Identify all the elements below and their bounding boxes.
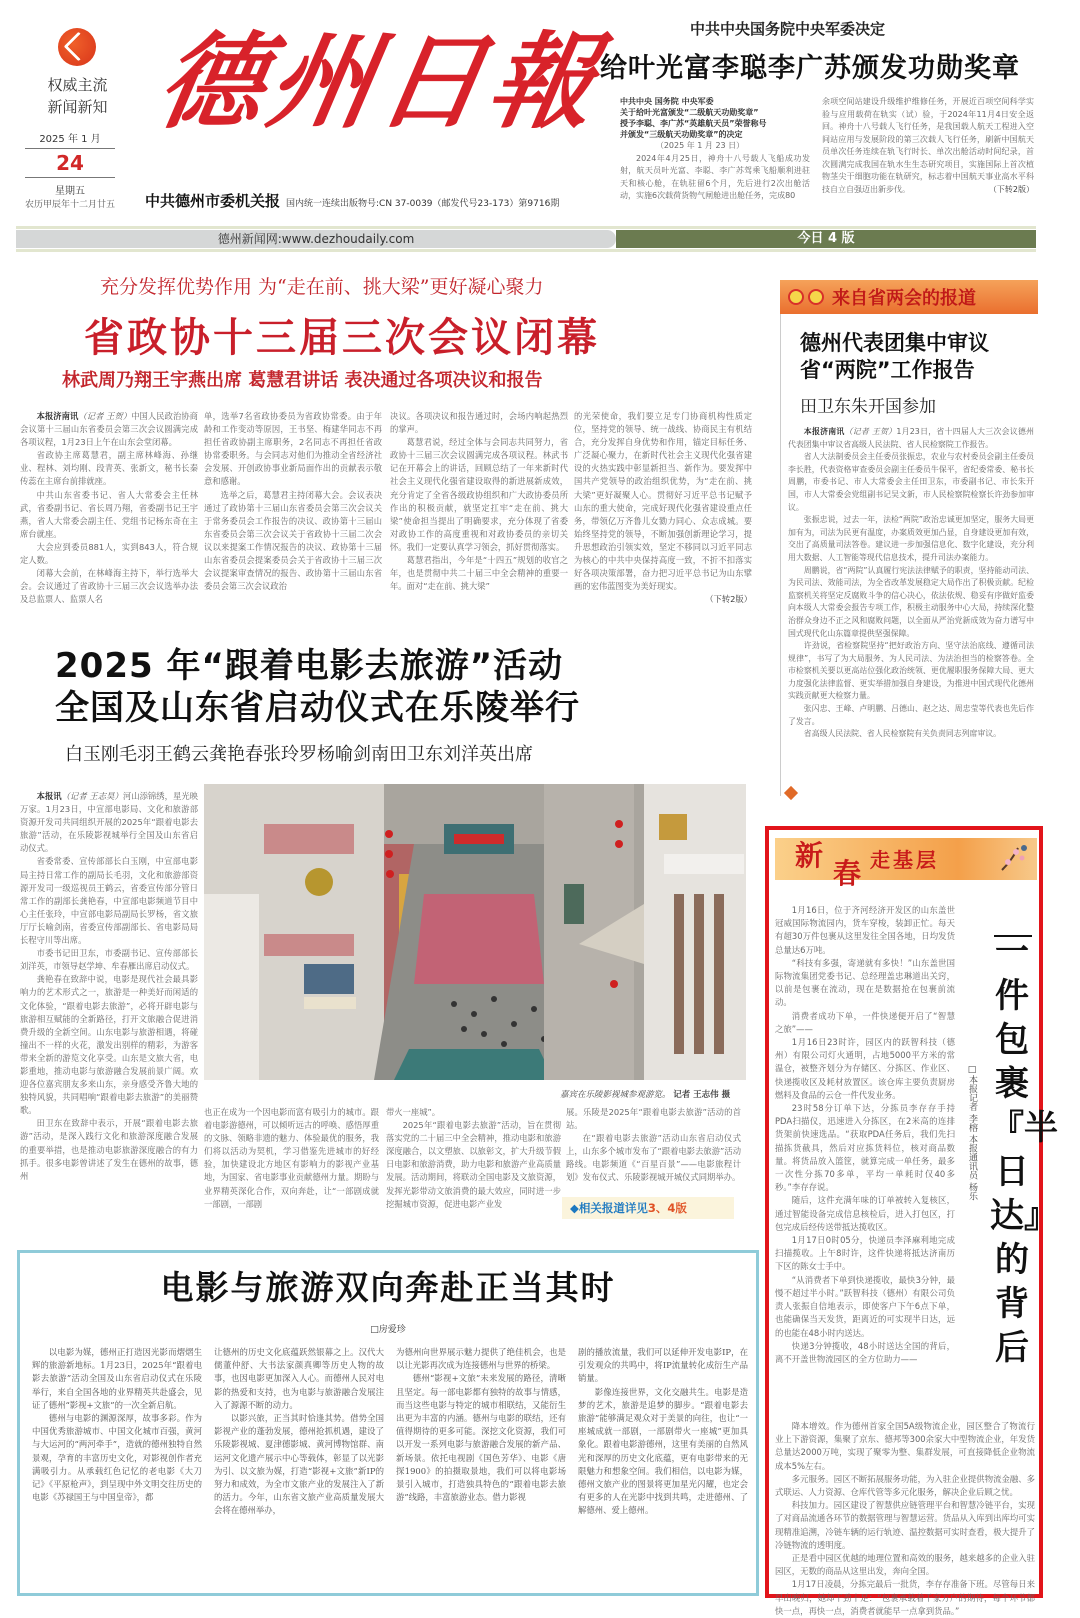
pages-today: 今日 4 版 bbox=[616, 230, 1036, 248]
headline-line: 2025 年“跟着电影去旅游”活动 bbox=[55, 646, 564, 686]
banner-grassroots: 走基层 bbox=[870, 848, 939, 872]
commentary-title[interactable]: 电影与旅游双向奔赴正当其时 bbox=[160, 1268, 616, 1307]
commentary-column-2 bbox=[214, 1346, 384, 1518]
paragraph: 展。乐陵是2025年“跟着电影去旅游”活动的首站。 bbox=[566, 1107, 741, 1131]
paragraph: 单，选举7名省政协委员为省政协常委。由于年龄和工作变动等原因，王书坚、梅建华同志不再担任省政协副主席职务，2名同志不再担任省政协常委职务。与会同志对他们为推动全省经济社会发展、开创政协事业新局面作出的贡献表示敬意和感谢。 bbox=[204, 411, 382, 487]
paragraph: 省政协主席葛慧君，副主席林峰海、孙继业、程林、刘均刚、段青英、张新文，秘书长秦传蕊在主席台前排就座。 bbox=[20, 450, 198, 487]
paragraph: 也正在成为一个因电影而富有吸引力的城市。跟着电影游德州，可以倾听远古的呼唤、感悟厚重的文脉、领略非遗的魅力、体验最优的服务，我们将以活动为契机，学习借鉴先进城市的好经验，加快建设北方地区有影响力的影视产业基地，为国家、省电影事业贡献德州力量。期盼与业界精英深化合作，双向奔赴，让“一部剧成就一部剧，一部剧 bbox=[204, 1107, 379, 1209]
paragraph: 大会应到委员881人，实到843人，符合规定人数。 bbox=[20, 541, 198, 566]
paragraph: 科技加力。园区建设了智慧供应链管理平台和智慧冷链平台，实现了对商品流通各环节的数据管理与智慧运营。货品从入库到出库均可实现精准追溯，冷链车辆的运行轨迹、温控数据可实时查看，极大提升了冷链物流的透明度。 bbox=[775, 1500, 1035, 1550]
lead-kicker: 充分发挥优势作用 为“走在前、挑大梁”更好凝心聚力 bbox=[100, 276, 544, 298]
decision-date: （2025 年 1 月 23 日） bbox=[655, 141, 745, 150]
slogan bbox=[30, 74, 125, 118]
lunar-date: 农历甲辰年十二月廿五 bbox=[25, 200, 116, 210]
paragraph: “从消费者下单到快递揽收，最快3分钟，最慢不超过半小时。”跃智科技（德州）有限公司负责人张振自信地表示，即使客户下午6点下单，也能确保当天发货，距离近的可实现半日达，远的也能在48小时内送达。 bbox=[775, 1274, 955, 1338]
paragraph: 的光荣使命，我们要立足专门协商机构性质定位，坚持党的领导、统一战线、协商民主有机结合，充分发挥自身优势和作用，锚定目标任务、广泛凝心聚力，在新时代社会主义现代化强省建设的火热实践中彰显新担当、新作为。要发挥中国共产党领导的政治组织优势，为“走在前、挑大梁”更好凝聚人心。贯彻好习近平总书记赋予山东的重大使命，完成好现代化强省建设重点任务，带领亿万齐鲁儿女勠力同心、众志成城。要始终坚持党的领导，不断加强创新理论学习，提升思想政治引领实效，坚定不移同以习近平同志为核心的中共中央保持高度一致，不折不扣落实好各项决策部署，奋力把习近平总书记为山东擘画的宏伟蓝图变为美好现实。 bbox=[574, 411, 752, 592]
newspaper-logo-icon bbox=[58, 28, 96, 66]
top-story-body: 余项空间站建设升级维护维修任务，开展近百项空间科学实验与应用载荷在轨实（试）验，于2024年11月4日安全返回。神舟十八号载人飞行任务，是我国载人航天工程进入空间站应用与发展阶段的第三次载人飞行任务，刷新中国航天员单次任务连续在轨飞行时长、单次出舱活动时间纪录，首次圆满完成我国在轨水生生态研究项目，实施国际上首次植物茎尖干细胞功能在轨研究，标志着中国航天事业高水平科技自立自强迈出新步伐。 bbox=[822, 97, 1034, 194]
film-bottom-column-1 bbox=[204, 1106, 379, 1211]
reporter: （记者 王贺） bbox=[78, 411, 132, 421]
photo-credit: 记者 王志伟 摄 bbox=[673, 1090, 731, 1100]
top-story-headline[interactable]: 给叶光富李聪李广苏颁发功勋奖章 bbox=[600, 53, 1020, 84]
publisher-line bbox=[145, 190, 559, 211]
headline-line: 德州代表团集中审议 bbox=[800, 331, 989, 355]
paragraph: 消费者成功下单，一件快递便开启了“智慧之旅”—— bbox=[775, 1010, 955, 1034]
paragraph: 2025年“跟着电影去旅游”活动，旨在贯彻落实党的二十届三中全会精神，推动电影和旅游深度融合，以文塑旅、以旅彰文，扩大升级节假日电影和旅游消费，助力电影和旅游产业高质量发展。活动期间，将联动全国电影及文旅资源，发挥光影带动文旅消费的最大效应，同时进一步挖掘城市资源，促进电影产业发 bbox=[386, 1120, 561, 1209]
related-label: ◆相关报道详见 bbox=[570, 1201, 648, 1215]
spring-feature-title[interactable]: 一件包裹『半日达』的背后 bbox=[990, 932, 1058, 1368]
two-sessions-banner bbox=[780, 280, 1038, 314]
film-story-subhead: 白玉刚毛羽王鹤云龚艳春张玲罗杨喻剑南田卫东刘洋英出席 bbox=[65, 744, 533, 765]
paragraph: 正是看中园区优越的地理位置和高效的服务，越来越多的企业入驻园区，无数的商品从这里出发，奔向全国。 bbox=[775, 1553, 1035, 1577]
url-band bbox=[16, 226, 1036, 252]
slogan-line-1: 权威主流 bbox=[47, 76, 108, 94]
lead-column-2 bbox=[204, 410, 382, 593]
paragraph: “科技有多强，寄递就有多快！”山东盖世国际物流集团党委书记、总经理盖忠琳道出关窍，以前是包裹在流动，现在是数据抢在包裹前流动。 bbox=[775, 957, 955, 1008]
slogan-line-2: 新闻新知 bbox=[47, 98, 108, 116]
newspaper-title: 德州日報 bbox=[149, 20, 611, 143]
website-link[interactable]: 德州新闻网:www.dezhoudaily.com bbox=[16, 230, 616, 248]
publication-number: 国内统一连续出版物号:CN 37-0039（邮发代号23-173）第9716期 bbox=[286, 199, 560, 209]
film-bottom-column-3 bbox=[566, 1106, 741, 1185]
side-report-subhead: 田卫东朱开国参加 bbox=[800, 397, 936, 417]
lead-column-4 bbox=[574, 410, 752, 606]
paragraph: 以影兴旅，正当其时恰逢其势。借势全国影视产业的蓬勃发展，德州抢抓机遇，建设了乐陵影视城、夏津德影城、黄河博物馆群、南运河文化遗产展示中心等载体，彰显了以光影为引、以文旅为媒，打造“影视+文旅”新IP的努力和成效，为全市文旅产业的发展注入了新的活力。今年，山东省文旅产业高质量发展大会将在德州举办， bbox=[214, 1413, 384, 1516]
cppcc-emblem-icon bbox=[808, 289, 824, 305]
paragraph: 闭幕大会前，在林峰海主持下，举行选举大会。会议通过了省政协十三届三次会议选举办法及总监票人、监票人名 bbox=[20, 568, 198, 605]
dateline: 本报讯 bbox=[36, 791, 62, 801]
paragraph: 河山添锦绣，星光映万家。1月23日，中宣部电影局、文化和旅游部资源开发司共同组织开展的2025年“跟着电影去旅游”活动，在乐陵影视城举行全国及山东省启动仪式。 bbox=[20, 791, 198, 854]
spring-feature-byline: □本报记者 李榕 本报通讯员 杨乐 bbox=[967, 1065, 977, 1201]
weekday: 星期五 bbox=[55, 186, 85, 197]
paragraph: 选举之后，葛慧君主持闭幕大会。会议表决通过了政协第十三届山东省委员会第三次会议关于常务委员会工作报告的决议、政协第十三届山东省委员会第三次会议关于省政协十三届二次会议以来提案工作情况报告的决议、政协第十三届山东省委员会提案委员会关于省政协十三届三次会议提案审查情况的报告、政协第十三届山东省委员会第三次会议政治 bbox=[204, 489, 382, 592]
paragraph: 带火一座城”。 bbox=[386, 1107, 441, 1117]
paragraph: 1月17日凌晨，分拣完最后一批货，李存存准备下班。尽管每日来早出晚归，她却干劲十足：“包裹承载着千家万户的期待，每个环节都快一点，再快一点，消费者就能早一点拿到货品。” bbox=[775, 1579, 1035, 1616]
publisher-name: 中共德州市委机关报 bbox=[145, 192, 281, 210]
side-report-body bbox=[788, 426, 1034, 741]
related-reports-link[interactable] bbox=[562, 1197, 734, 1219]
issue-date bbox=[25, 130, 115, 210]
paragraph: 省人大法制委员会主任委员张振忠，农业与农村委员会副主任委员李长胜，代表资格审查委员会副主任委员牛保平，省纪委常委、秘书长周鹏，市委书记、市人大常委会主任田卫东，市委副书记、市长朱开国，市人大常委会党组副书记吴文新，市人民检察院检察长许劲参加审议。 bbox=[788, 452, 1034, 512]
band-rule bbox=[16, 249, 1036, 252]
top-story-column-2 bbox=[822, 96, 1034, 196]
paragraph: 德州与电影的渊源深厚，故事多彩。作为中国优秀旅游城市、中国文化城市百强，黄河与大运河的“两河牵手”，造就的德州独特自然景观，孕育的丰富历史文化，对影视创作者充满吸引力。从承载红色记忆的老电影《大刀记》《平原枪声》，到呈现中外文明交往历史的电影《苏禄国王与中国皇帝》，都 bbox=[32, 1413, 202, 1503]
paragraph: 23时58分订单下达，分拣员李存存手持PDA扫描仪，迅速进入分拣区，在2米高的连排货架前快速选品。“获取PDA任务后，我们先扫描拣货截具，然后对应拣货料位，核对商品数量。将货品放入篮筐，就算完成一单任务，最多一次性分拣70多单，平均一单耗时仅40多秒。”李存存说。 bbox=[775, 1103, 955, 1193]
paragraph: 降本增效。作为德州首家全国5A级物流企业，园区整合了物流行业上下游资源，集聚了京东、德邦等300余家大中型物流企业，年发货总量达2000万吨，实现了聚零为整、集群发展，可直接降低企业物流成本5%左右。 bbox=[775, 1421, 1035, 1471]
paragraph: 许劲说，省检察院坚持“把好政治方向、坚守法治底线、遵循司法规律”，书写了为大局服务、为人民司法、为法治担当的检察答卷。全市检察机关要以更高站位强化政治统领、更优履职服务保障大局、更大力度强化法律监督、更实举措加强自身建设，为推进中国式现代化德州实践贡献更大检察力量。 bbox=[788, 641, 1034, 701]
headline-line: 全国及山东省启动仪式在乐陵举行 bbox=[55, 688, 580, 728]
paragraph: 德州“影视+文旅”未来发展的路径，清晰且坚定。每一部电影都有独特的故事与情感，而当这些电影与特定的城市相联结，又能衍生出更为丰富的内涵。德州与电影的联结，还有值得期待的更多可能。深挖文化资源，我们可以开发一系列电影与旅游融合发展的新产品、新场景。依托电视剧《国色芳华》、电影《唐探1900》的拍摄取景地，我们可以将电影场景引入城市，打造独具特色的“跟着电影去旅游”线路，丰富旅游业态。借力影视 bbox=[396, 1373, 566, 1503]
reporter: （记者 王志昊） bbox=[61, 791, 123, 801]
film-left-column bbox=[20, 790, 198, 1183]
plum-blossom-icon bbox=[1000, 840, 1030, 876]
paragraph: 葛慧君说，经过全体与会同志共同努力，省政协十三届三次会议圆满完成各项议程。林武书记在开幕会上的讲话，回顾总结了一年来新时代社会主义现代化强省建设取得的新进展新成效，充分肯定了全省各级政协组织和广大政协委员所作出的积极贡献，就坚定扛牢“走在前、挑大梁”使命担当提出了明确要求，充分体现了省委对政协工作的高度重视和对政协委员的亲切关怀。我们一定要认真学习领会，抓好贯彻落实。 bbox=[390, 437, 568, 552]
top-story-kicker: 中共中央国务院中央军委决定 bbox=[690, 20, 886, 38]
paragraph: 1月17日0时05分，快递员李泽麻利地完成扫描揽收。上午8时许，这件快递将抵达济南历下区的陈女士手中。 bbox=[775, 1235, 955, 1272]
banner-xin: 新 bbox=[795, 839, 824, 872]
paragraph: 在“跟着电影去旅游”活动山东省启动仪式上，山东多个城市发布了“跟着电影去旅游”活动路线。电影频道《“百星百景”——电影旅程计划》发布仪式、乐陵影视城开城仪式同期举办。 bbox=[566, 1133, 741, 1183]
banner-label: 来自省两会的报道 bbox=[832, 288, 976, 309]
national-emblem-icon bbox=[788, 289, 804, 305]
top-story-body: 2024年4月25日，神舟十八号载人飞船成功发射，航天员叶光富、李聪、李广苏驾乘飞船顺利进驻天和核心舱，在轨驻留6个月，先后进行2次出舱活动，实施6次载荷货物气闸舱进出舱任务，完成80 bbox=[620, 153, 810, 200]
lead-headline[interactable]: 省政协十三届三次会议闭幕 bbox=[84, 315, 600, 361]
film-bottom-column-2 bbox=[386, 1106, 561, 1211]
paragraph: 影像连接世界，文化交融共生。电影是造梦的艺术，旅游是追梦的脚步。“跟着电影去旅游”能够满足观众对于美景的向往，也让“一座城成就一部剧，一部剧带火一座城”更加具象化。跟着电影游德州，这里有美丽的自然风光和深厚的历史文化底蕴，更有电影带来的无限魅力和想象空间。我们相信，以电影为媒，德州文旅产业的图景将更加星光闪耀，也定会有更多的人在光影中找到共鸣，走进德州、了解德州、爱上德州。 bbox=[578, 1386, 748, 1516]
paragraph: 决议。各项决议和报告通过时，会场内响起热烈的掌声。 bbox=[390, 411, 568, 435]
commentary-column-1 bbox=[32, 1346, 202, 1504]
paragraph: 周鹏说，省“两院”认真履行宪法法律赋予的职责，坚持能动司法、为民司法、效能司法，为全省改革发展稳定大局作出了积极贡献。纪检监察机关将坚定反腐败斗争的信心决心，依法依规、稳妥有序做好监委向本级人大常委会报告专项工作，积极主动服务中心大局，持续深化整治群众身边不正之风和腐败问题，以全面从严治党新成效为奋力谱写中国式现代化山东篇章提供坚强保障。 bbox=[788, 565, 1034, 638]
paragraph: 以电影为媒，德州正打造因光影而熠熠生辉的旅游新地标。1月23日，2025年“跟着电影去旅游”活动全国及山东省启动仪式在乐陵举行，来自全国各地的业界精英共赴盛会，见证了德州“影视+文旅”的一次全新启航。 bbox=[32, 1347, 202, 1410]
side-report-headline[interactable] bbox=[800, 330, 989, 384]
decision-title-line: 中共中央 国务院 中央军委 bbox=[620, 97, 714, 106]
dateline: 本报济南讯 bbox=[36, 411, 79, 421]
date-year-month: 2025 年 1 月 bbox=[25, 130, 115, 149]
paragraph: 龚艳春在致辞中说，电影是现代社会最具影响力的艺术形式之一，旅游是一种美好而闲适的文化体验，“跟着电影去旅游”，必将开辟电影与旅游相互赋能的全新路径，打开文旅融合促进消费升级的全新空间。山东电影与旅游相遇，将碰撞出不一样的火花，激发出别样的精彩，为游客带来全新的游览文化享受。山东是文旅大省，电影重地，推动电影与旅游融合发展前景广阔。欢迎各位嘉宾朋友多来山东，亲身感受齐鲁大地的独特风貌，共同唱响“跟着电影去旅游”的美丽赞歌。 bbox=[20, 974, 198, 1116]
paragraph: 多元服务。园区不断拓展服务功能，为入驻企业提供物流金融、多式联运、人力资源、仓库代管等多元化服务，解决企业后顾之忧。 bbox=[775, 1473, 1035, 1498]
spring-column-wide bbox=[775, 1420, 1035, 1618]
lead-subhead: 林武周乃翔王宇燕出席 葛慧君讲话 表决通过各项决议和报告 bbox=[62, 370, 543, 391]
photo-caption bbox=[560, 1088, 730, 1100]
paragraph: 1月16日，位于齐河经济开发区的山东盖世冠威国际物流园内，货车穿梭，装卸正忙。每天有超30万件包裹从这里发往全国各地，日均发货总量达6万吨。 bbox=[775, 905, 955, 955]
lead-column-1 bbox=[20, 410, 198, 606]
paragraph: 张闪忠、王峰、卢明鹏、吕德山、赵之达、周忠莹等代表也先后作了发言。 bbox=[788, 704, 1034, 726]
caption-text: 嘉宾在乐陵影视城参观游览。 bbox=[560, 1090, 671, 1100]
film-story-headline[interactable] bbox=[55, 645, 580, 729]
paragraph: 让德州的历史文化底蕴跃然银幕之上。汉代大儒董仲舒、大书法家颜真卿等历史人物的故事，也因电影更加深入人心。而德州人民对电影的热爱和支持，也为电影与旅游融合发展注入了源源不断的动力。 bbox=[214, 1347, 384, 1410]
paragraph: 田卫东在致辞中表示，开展“跟着电影去旅游”活动，是深入践行文化和旅游深度融合发展的重要举措，也是推动电影旅游深度融合的有力抓手。很多电影曾讲述了发生在德州的故事，德州 bbox=[20, 1118, 198, 1181]
related-pages: 3、4版 bbox=[647, 1201, 687, 1215]
paragraph: 省高级人民法院、省人民检察院有关负责同志列席审议。 bbox=[803, 729, 1002, 739]
band-rule bbox=[16, 226, 1036, 229]
decision-title-line: 关于给叶光富颁发“二级航天功勋奖章” bbox=[620, 108, 759, 117]
continued-marker[interactable]: （下转2版） bbox=[705, 594, 752, 605]
paragraph: 张振忠说，过去一年，法检“两院”政治忠诚更加坚定，服务大局更加有为，司法为民更有温度，办案质效更加凸显，自身建设更加有效，交出了高质量司法答卷。建议进一步加强信息化、数字化建设，充分利用大数据、人工智能等现代信息技术，提升司法办案能力。 bbox=[788, 515, 1034, 562]
paragraph: 随后，这件充满年味的订单被转入复核区，通过智能设备完成信息核检后，进入打包区，打包完成后经传送带抵达揽收区。 bbox=[775, 1195, 955, 1232]
commentary-column-3 bbox=[396, 1346, 566, 1504]
paragraph: 中国人民政治协商会议第十三届山东省委员会第三次会议圆满完成各项议程，1月23日上午在山东会堂闭幕。 bbox=[20, 411, 198, 448]
street-scene-image bbox=[204, 784, 746, 1080]
dateline: 本报济南讯 bbox=[803, 427, 845, 436]
continued-marker[interactable]: （下转2版） bbox=[988, 184, 1034, 194]
paragraph: 中共山东省委书记、省人大常委会主任林武，省委副书记、省长周乃翔，省委副书记王宇燕，省人大常委会副主任、党组书记杨东奇在主席台就座。 bbox=[20, 489, 198, 539]
paragraph: 剧的播放流量，我们可以延伸开发电影IP，在引发观众的共鸣中，将IP流量转化成衍生产品销量。 bbox=[578, 1347, 748, 1384]
photo-leling-film-city[interactable] bbox=[204, 784, 746, 1080]
banner-chun: 春 bbox=[833, 857, 862, 890]
paragraph: 1月23日，省十四届人大三次会议德州代表团集中审议省高级人民法院、省人民检察院工作报告。 bbox=[788, 427, 1034, 449]
paragraph: 葛慧君指出，今年是“十四五”规划的收官之年，也是贯彻中共二十届三中全会精神的重要一年。面对“走在前、挑大梁” bbox=[390, 555, 568, 592]
decision-title-line: 并颁发“三级航天功勋奖章”的决定 bbox=[620, 130, 743, 139]
paragraph: 1月16日23时许，园区内的跃智科技（德州）有限公司灯火通明，占地5000平方米的常温仓，被整齐划分为存储区、分拣区、作业区、快递揽收区及耗材放置区。该仓库主要负责厨房燃料及食品的云仓一件代发业务。 bbox=[775, 1037, 955, 1100]
spring-column-narrow bbox=[775, 904, 955, 1366]
paragraph: 市委书记田卫东，市委副书记、宣传部部长刘洋英，市领导赵学坤、牟春雁出席启动仪式。 bbox=[20, 948, 198, 972]
reporter: （记者 王贺） bbox=[844, 427, 897, 436]
date-day: 24 bbox=[25, 149, 115, 178]
paragraph: 省委常委、宣传部部长白玉刚，中宣部电影局主持日常工作的副局长毛羽，文化和旅游部资源开发司一级巡视员王鹤云，省委宣传部分管日常工作的副部长龚艳春，中宣部电影频道节目中心主任张玲，中宣部电影局副局长罗杨，省文旅厅厅长喻剑南，省委宣传部副部长、省电影局局长程守川等出席。 bbox=[20, 856, 198, 946]
paragraph: 为德州向世界展示魅力提供了绝佳机会，也是以让光影再次成为连接德州与世界的桥梁。 bbox=[396, 1347, 566, 1371]
commentary-column-4 bbox=[578, 1346, 748, 1518]
paragraph: 快递3分钟揽收，48小时送达全国的背后，离不开盖世物流园区的全方位助力—— bbox=[775, 1340, 955, 1364]
headline-line: 省“两院”工作报告 bbox=[800, 358, 975, 382]
top-story-column-1 bbox=[620, 96, 810, 203]
lead-column-3 bbox=[390, 410, 568, 593]
decision-title-line: 授予李聪、李广苏“英雄航天员”荣誉称号 bbox=[620, 119, 767, 128]
commentary-byline: □房爱珍 bbox=[370, 1325, 406, 1335]
